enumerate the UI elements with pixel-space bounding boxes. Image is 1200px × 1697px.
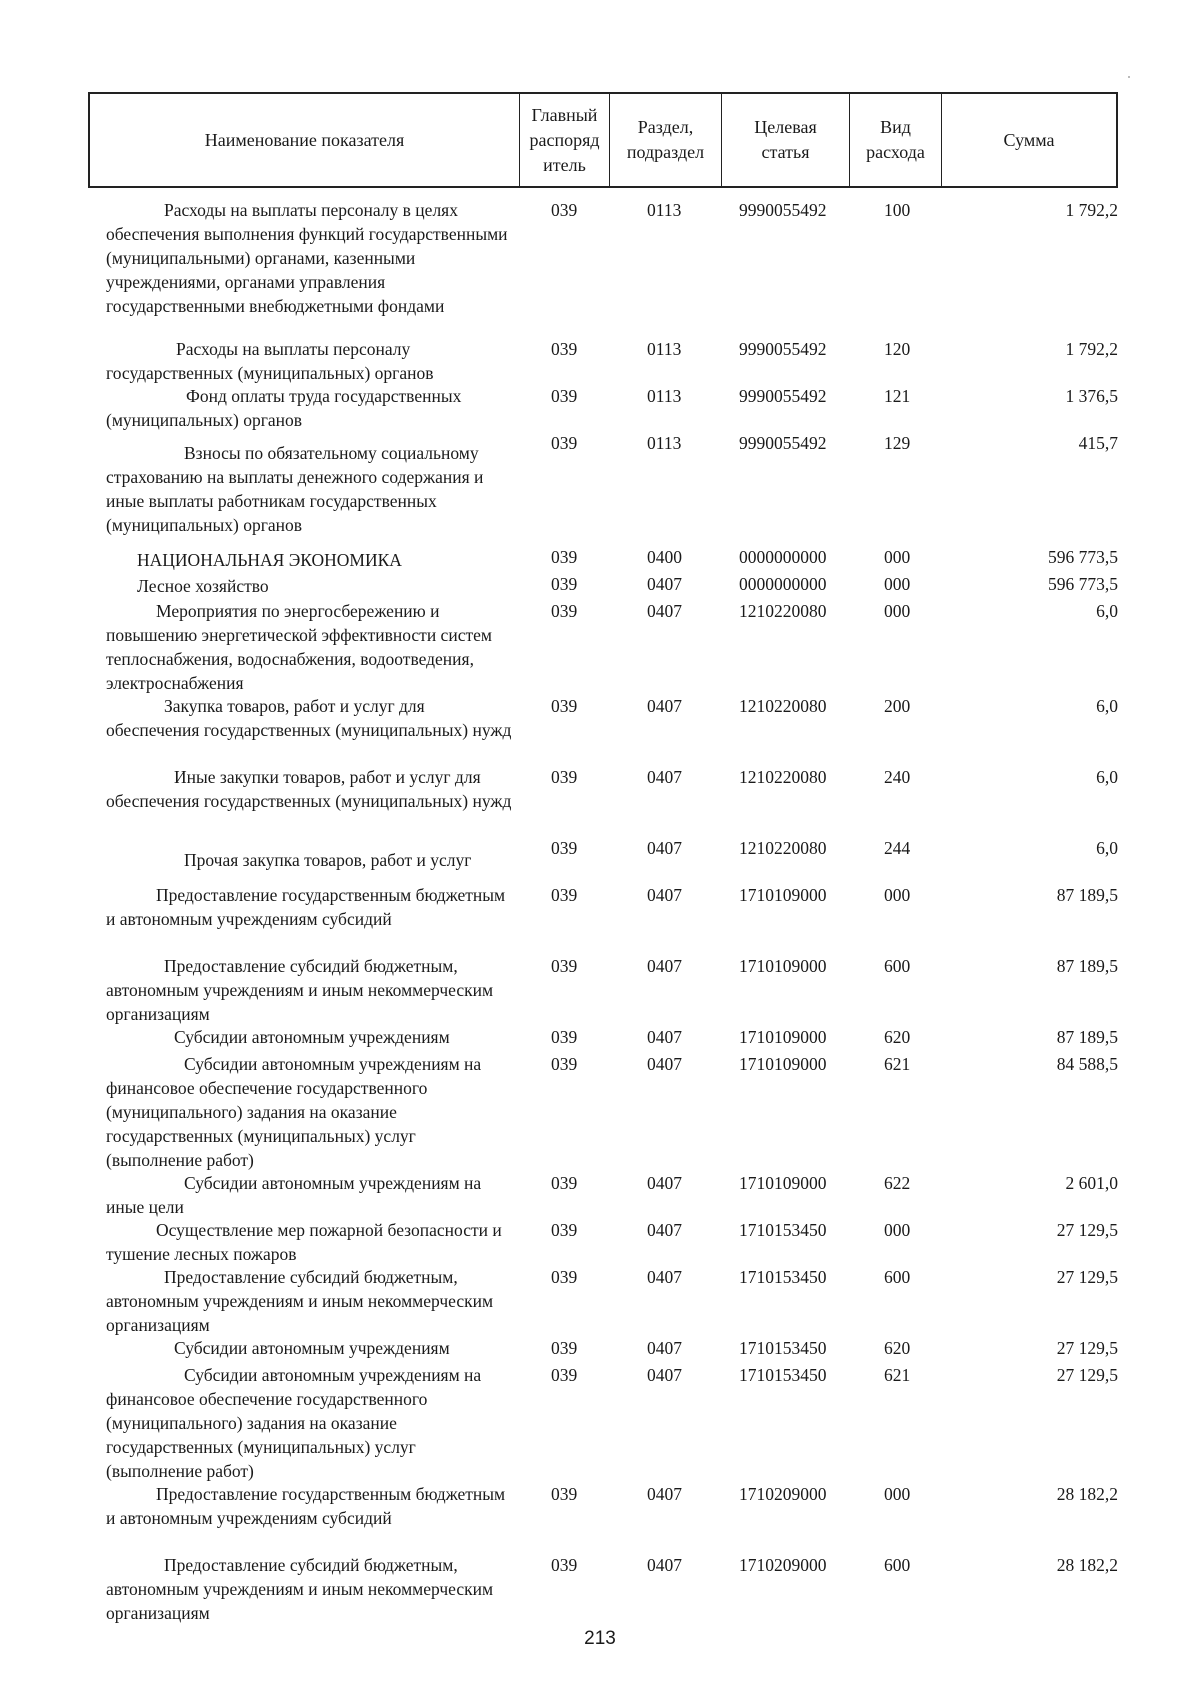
- row-razd: 0407: [647, 1555, 682, 1575]
- row-razd: 0113: [647, 386, 682, 406]
- row-cel: 1210220080: [739, 767, 827, 787]
- row-glav: 039: [551, 1365, 578, 1385]
- row-razd: 0407: [647, 885, 682, 905]
- row-vid: 000: [884, 601, 911, 621]
- row-glav: 039: [551, 433, 578, 453]
- row-glav: 039: [551, 1555, 578, 1575]
- row-glav: 039: [551, 200, 578, 220]
- header-name: Наименование показателя: [90, 94, 520, 186]
- row-razd: 0407: [647, 1338, 682, 1358]
- row-sum: 6,0: [1096, 601, 1118, 621]
- row-razd: 0407: [647, 767, 682, 787]
- row-vid: 240: [884, 767, 911, 787]
- scan-speck: [1128, 76, 1130, 78]
- row-vid: 100: [884, 200, 911, 220]
- row-name: Предоставление субсидий бюджетным, автономным учреждениям и иным некоммерческим организациям: [106, 1555, 494, 1623]
- row-vid: 120: [884, 339, 911, 359]
- row-name: Предоставление субсидий бюджетным, автономным учреждениям и иным некоммерческим организациям: [106, 956, 494, 1024]
- row-razd: 0407: [647, 1220, 682, 1240]
- row-sum: 1 792,2: [1065, 200, 1118, 220]
- row-glav: 039: [551, 838, 578, 858]
- row-name: Взносы по обязательному социальному страхованию на выплаты денежного содержания и иные выплаты работникам государственных (муниципальных) органов: [106, 443, 484, 535]
- row-name: Субсидии автономным учреждениям на финансовое обеспечение государственного (муниципального) задания на оказание государственных (муниципальных) услуг (выполнение работ): [106, 1054, 482, 1170]
- row-glav: 039: [551, 1338, 578, 1358]
- row-vid: 600: [884, 1267, 911, 1287]
- row-vid: 600: [884, 956, 911, 976]
- row-vid: 200: [884, 696, 911, 716]
- row-name: Субсидии автономным учреждениям: [174, 1027, 450, 1047]
- row-name: Расходы на выплаты персоналу государственных (муниципальных) органов: [106, 339, 434, 383]
- header-cel: Целевая статья: [722, 94, 850, 186]
- row-razd: 0407: [647, 1054, 682, 1074]
- row-glav: 039: [551, 767, 578, 787]
- row-vid: 129: [884, 433, 911, 453]
- row-cel: 1710109000: [739, 1027, 827, 1047]
- row-sum: 87 189,5: [1056, 956, 1118, 976]
- row-sum: 2 601,0: [1065, 1173, 1118, 1193]
- header-sum: Сумма: [1003, 129, 1055, 150]
- row-razd: 0407: [647, 696, 682, 716]
- header-razd: Раздел, подраздел: [610, 94, 722, 186]
- header-glav: Главный распоряд итель: [520, 94, 610, 186]
- table-header: [88, 92, 1118, 188]
- row-sum: 27 129,5: [1056, 1267, 1118, 1287]
- row-sum: 28 182,2: [1056, 1484, 1118, 1504]
- row-cel: 1210220080: [739, 696, 827, 716]
- page-number: 213: [584, 1628, 616, 1649]
- row-razd: 0113: [647, 200, 682, 220]
- row-vid: 121: [884, 386, 911, 406]
- row-cel: 1710109000: [739, 1054, 827, 1074]
- row-vid: 620: [884, 1027, 911, 1047]
- row-vid: 000: [884, 547, 911, 567]
- row-name: Субсидии автономным учреждениям на иные цели: [106, 1173, 482, 1217]
- row-cel: 1710153450: [739, 1338, 827, 1358]
- row-sum: 1 376,5: [1065, 386, 1118, 406]
- row-sum: 27 129,5: [1056, 1338, 1118, 1358]
- row-name: Осуществление мер пожарной безопасности и тушение лесных пожаров: [106, 1220, 502, 1264]
- row-cel: 0000000000: [739, 574, 827, 594]
- row-sum: 84 588,5: [1056, 1054, 1118, 1074]
- row-glav: 039: [551, 885, 578, 905]
- row-cel: 1710153450: [739, 1267, 827, 1287]
- row-cel: 1210220080: [739, 601, 827, 621]
- row-razd: 0407: [647, 1484, 682, 1504]
- row-glav: 039: [551, 1173, 578, 1193]
- row-glav: 039: [551, 574, 578, 594]
- row-cel: 9990055492: [739, 200, 827, 220]
- row-name: Предоставление субсидий бюджетным, автономным учреждениям и иным некоммерческим организациям: [106, 1267, 494, 1335]
- row-cel: 1710209000: [739, 1555, 827, 1575]
- row-cel: 1710153450: [739, 1220, 827, 1240]
- row-razd: 0407: [647, 956, 682, 976]
- row-glav: 039: [551, 1267, 578, 1287]
- row-razd: 0407: [647, 838, 682, 858]
- row-sum: 6,0: [1096, 767, 1118, 787]
- row-name: Субсидии автономным учреждениям на финансовое обеспечение государственного (муниципального) задания на оказание государственных (муниципальных) услуг (выполнение работ): [106, 1365, 482, 1481]
- row-cel: 0000000000: [739, 547, 827, 567]
- row-glav: 039: [551, 1484, 578, 1504]
- row-glav: 039: [551, 339, 578, 359]
- row-name: Субсидии автономным учреждениям: [174, 1338, 450, 1358]
- row-sum: 28 182,2: [1056, 1555, 1118, 1575]
- row-glav: 039: [551, 956, 578, 976]
- row-razd: 0407: [647, 574, 682, 594]
- row-vid: 000: [884, 885, 911, 905]
- row-name: Расходы на выплаты персоналу в целях обеспечения выполнения функций государственными (муниципальными) органами, казенными учреждениями, органами управления государственными внебюджетными фондами: [106, 200, 508, 316]
- row-vid: 000: [884, 574, 911, 594]
- row-cel: 1710109000: [739, 1173, 827, 1193]
- row-sum: 87 189,5: [1056, 885, 1118, 905]
- row-name: НАЦИОНАЛЬНАЯ ЭКОНОМИКА: [137, 550, 402, 570]
- row-razd: 0407: [647, 1267, 682, 1287]
- row-razd: 0407: [647, 1173, 682, 1193]
- row-glav: 039: [551, 601, 578, 621]
- row-sum: 596 773,5: [1048, 574, 1118, 594]
- row-sum: 6,0: [1096, 696, 1118, 716]
- row-glav: 039: [551, 1027, 578, 1047]
- row-name: Предоставление государственным бюджетным и автономным учреждениям субсидий: [106, 885, 506, 929]
- row-razd: 0407: [647, 601, 682, 621]
- row-vid: 600: [884, 1555, 911, 1575]
- row-sum: 6,0: [1096, 838, 1118, 858]
- row-glav: 039: [551, 547, 578, 567]
- row-razd: 0407: [647, 1365, 682, 1385]
- row-razd: 0407: [647, 1027, 682, 1047]
- row-vid: 000: [884, 1220, 911, 1240]
- row-vid: 000: [884, 1484, 911, 1504]
- row-vid: 244: [884, 838, 911, 858]
- row-name: Лесное хозяйство: [137, 576, 269, 596]
- header-vid: Вид расхода: [850, 94, 942, 186]
- row-cel: 1710109000: [739, 956, 827, 976]
- row-name: Фонд оплаты труда государственных (муниципальных) органов: [106, 386, 462, 430]
- row-sum: 27 129,5: [1056, 1365, 1118, 1385]
- row-name: Иные закупки товаров, работ и услуг для обеспечения государственных (муниципальных) нужд: [106, 767, 512, 811]
- row-glav: 039: [551, 386, 578, 406]
- row-glav: 039: [551, 696, 578, 716]
- row-vid: 622: [884, 1173, 911, 1193]
- row-name: Прочая закупка товаров, работ и услуг: [184, 850, 472, 870]
- row-cel: 9990055492: [739, 339, 827, 359]
- row-name: Мероприятия по энергосбережению и повышению энергетической эффективности систем теплоснабжения, водоснабжения, водоотведения, электроснабжения: [106, 601, 492, 693]
- row-sum: 415,7: [1078, 433, 1118, 453]
- row-cel: 1710209000: [739, 1484, 827, 1504]
- row-glav: 039: [551, 1054, 578, 1074]
- row-name: Предоставление государственным бюджетным и автономным учреждениям субсидий: [106, 1484, 506, 1528]
- row-vid: 621: [884, 1054, 911, 1074]
- row-name: Закупка товаров, работ и услуг для обеспечения государственных (муниципальных) нужд: [106, 696, 512, 740]
- row-cel: 1710153450: [739, 1365, 827, 1385]
- row-razd: 0113: [647, 433, 682, 453]
- row-vid: 620: [884, 1338, 911, 1358]
- row-sum: 87 189,5: [1056, 1027, 1118, 1047]
- row-sum: 596 773,5: [1048, 547, 1118, 567]
- row-razd: 0113: [647, 339, 682, 359]
- row-sum: 27 129,5: [1056, 1220, 1118, 1240]
- row-vid: 621: [884, 1365, 911, 1385]
- row-cel: 1710109000: [739, 885, 827, 905]
- row-cel: 9990055492: [739, 433, 827, 453]
- row-razd: 0400: [647, 547, 682, 567]
- row-glav: 039: [551, 1220, 578, 1240]
- row-cel: 1210220080: [739, 838, 827, 858]
- row-sum: 1 792,2: [1065, 339, 1118, 359]
- row-cel: 9990055492: [739, 386, 827, 406]
